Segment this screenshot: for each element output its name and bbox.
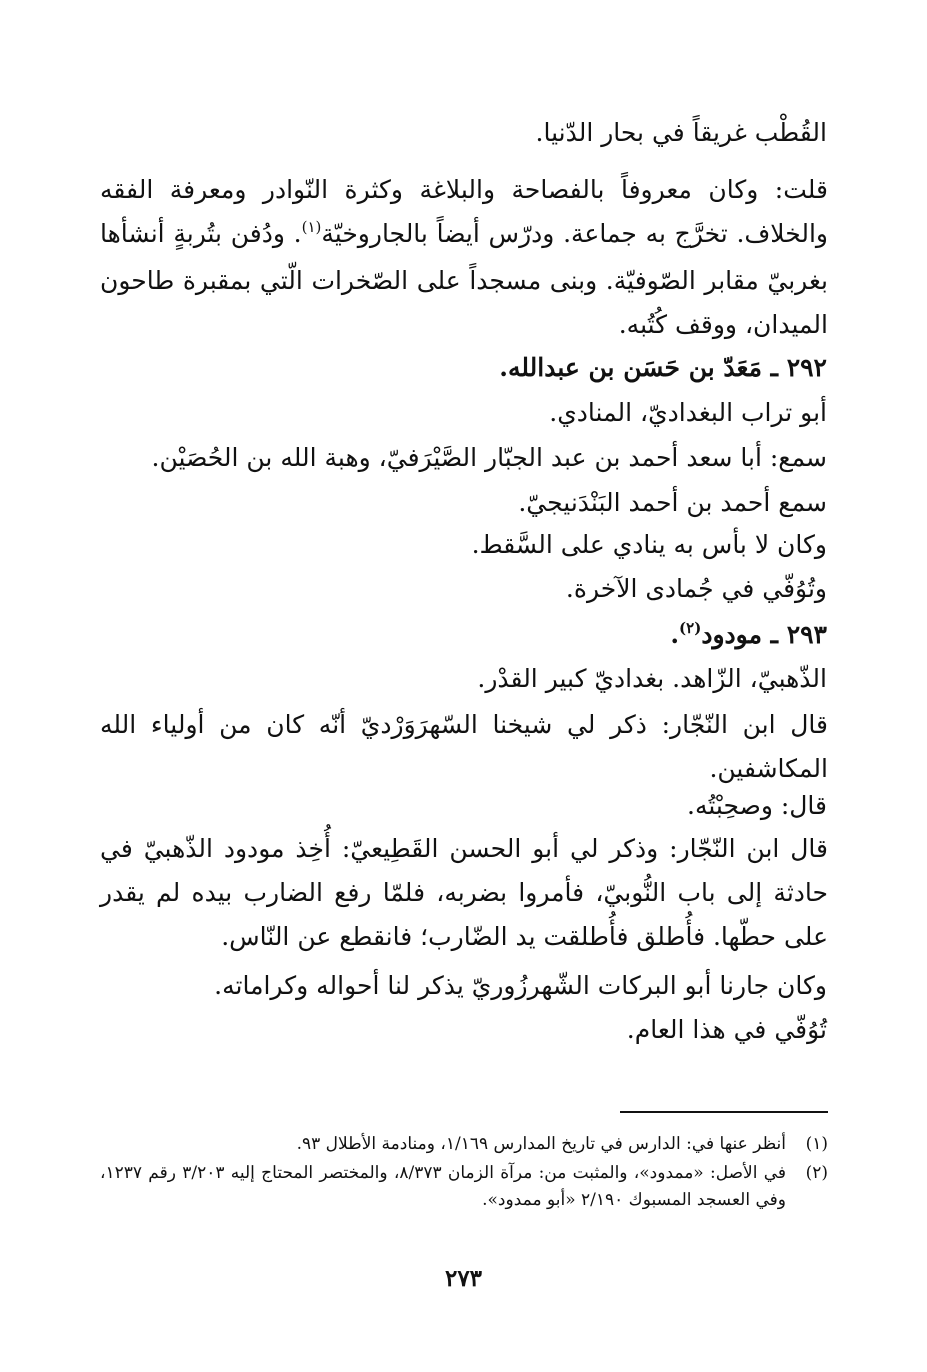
text-line: الذّهبيّ، الزّاهد. بغداديّ كبير القدْر. [477, 664, 827, 693]
footnote-text: أنظر عنها في: الدارس في تاريخ المدارس ١/١٦٩، ومنادمة الأطلال ٩٣. [296, 1134, 786, 1154]
footnote-number: (٢) [805, 1163, 828, 1183]
entry-heading: ٢٩٢ ـ مَعَدّ بن حَسَن بن عبدالله. [499, 353, 827, 382]
paragraph [100, 168, 828, 347]
footnote-separator [620, 1111, 828, 1113]
text-line: سمع أحمد بن أحمد البَنْدَنيجيّ. [518, 488, 827, 517]
text-line: تُوُفّي في هذا العام. [626, 1015, 827, 1044]
text-line: وتُوُفّي في جُمادى الآخرة. [565, 574, 827, 603]
footnote [100, 1160, 828, 1214]
entry-heading [670, 620, 827, 653]
paragraph: قال ابن النّجّار: وذكر لي أبو الحسن القَطِيعيّ: أُخِذ مودود الذّهبيّ في حادثة إلى باب النُّوبيّ، فأمروا بضربه، فلمّا رفع الضارب بيده لم يقدر على حطّها. فأُطلق فأُطلقت يد الضّارب؛ فانقطع عن النّاس. [100, 834, 828, 951]
footnote [100, 1131, 828, 1158]
text-line: القُطْب غريقاً في بحار الدّنيا. [535, 118, 827, 147]
footnote-ref: (١) [301, 218, 322, 236]
footnote-ref: (٢) [679, 619, 702, 637]
text-line: أبو تراب البغداديّ، المنادي. [549, 398, 827, 427]
heading-text: ٢٩٣ ـ مودود [701, 620, 827, 649]
paragraph: قال ابن النّجّار: ذكر لي شيخنا السّهرَوَرْديّ أنّه كان من أولياء الله المكاشفين. [100, 710, 828, 783]
text-line: وكان جارنا أبو البركات الشّهرزُوريّ يذكر لنا أحواله وكراماته. [214, 971, 827, 1000]
paragraph-text: . ودُفن بتُربةٍ أنشأها بغربيّ مقابر الصّوفيّة. وبنى مسجداً على الصّخرات الّتي بمقبرة طاحون الميدان، ووقف كُتُبه. [100, 219, 828, 339]
footnote-text: في الأصل: «ممدود»، والمثبت من: مرآة الزمان ٨/٣٧٣، والمختصر المحتاج إليه ٣/٢٠٣ رقم ١٢٣٧، وفي العسجد المسبوك ٢/١٩٠ «أبو ممدود». [100, 1163, 786, 1210]
footnote-number: (١) [805, 1134, 828, 1154]
page-number: ٢٧٣ [444, 1265, 483, 1292]
text-line: سمع: أبا سعد أحمد بن عبد الجبّار الصَّيْرَفيّ، وهبة الله بن الحُصَيْن. [151, 443, 827, 472]
paragraph-text: قلت: وكان معروفاً بالفصاحة والبلاغة وكثرة النّوادر ومعرفة الفقه والخلاف. تخرَّج به جماعة. ودرّس أيضاً بالجاروخيّة [100, 175, 828, 248]
heading-text: . [670, 620, 680, 649]
text-line: وكان لا بأس به ينادي على السَّقط. [471, 530, 827, 559]
text-line: قال: وصحِبْتُه. [687, 791, 827, 820]
